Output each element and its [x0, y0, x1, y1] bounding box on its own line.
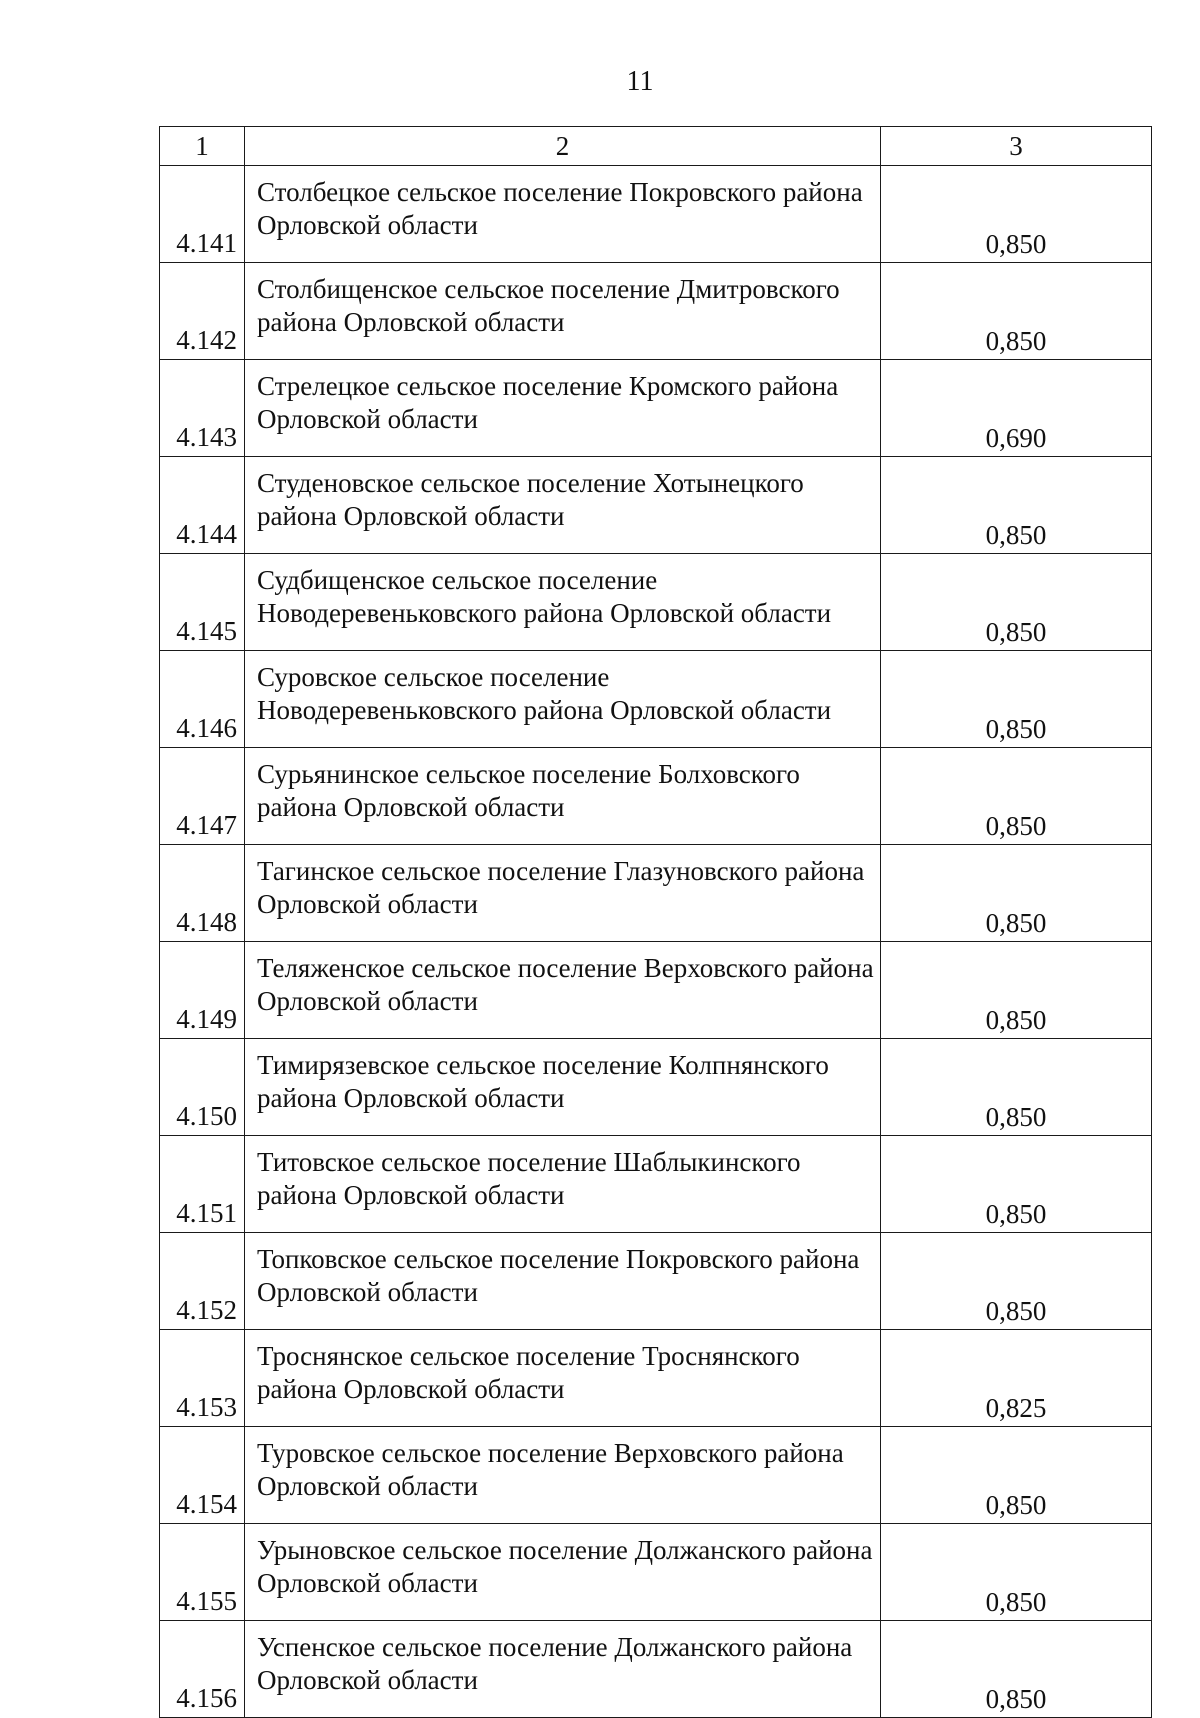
- table-row: [160, 1427, 1152, 1524]
- settlement-name-cell: Сурьянинское сельское поселение Болховского района Орловской области: [245, 748, 881, 845]
- table-row: [160, 166, 1152, 263]
- coefficient-cell: 0,825: [881, 1330, 1152, 1427]
- row-number-cell: 4.149: [160, 942, 245, 1039]
- column-header-1: 1: [160, 127, 245, 166]
- table-row: [160, 942, 1152, 1039]
- settlement-name-cell: Тимирязевское сельское поселение Колпнянского района Орловской области: [245, 1039, 881, 1136]
- settlement-name-cell: Тагинское сельское поселение Глазуновского района Орловской области: [245, 845, 881, 942]
- table-row: [160, 845, 1152, 942]
- coefficient-cell: 0,850: [881, 263, 1152, 360]
- table-row: [160, 360, 1152, 457]
- coefficient-cell: 0,850: [881, 166, 1152, 263]
- settlement-name-cell: Урыновское сельское поселение Должанского района Орловской области: [245, 1524, 881, 1621]
- table-row: [160, 263, 1152, 360]
- settlement-name-cell: Столбецкое сельское поселение Покровского района Орловской области: [245, 166, 881, 263]
- coefficient-cell: 0,850: [881, 1039, 1152, 1136]
- coefficient-cell: 0,850: [881, 1621, 1152, 1718]
- table-row: [160, 1330, 1152, 1427]
- row-number-cell: 4.147: [160, 748, 245, 845]
- settlement-name-cell: Теляженское сельское поселение Верховского района Орловской области: [245, 942, 881, 1039]
- settlement-name-cell: Успенское сельское поселение Должанского района Орловской области: [245, 1621, 881, 1718]
- row-number-cell: 4.145: [160, 554, 245, 651]
- page-number: 11: [626, 66, 654, 97]
- settlement-name-cell: Столбищенское сельское поселение Дмитровского района Орловской области: [245, 263, 881, 360]
- coefficient-cell: 0,850: [881, 1524, 1152, 1621]
- column-header-2: 2: [245, 127, 881, 166]
- row-number-cell: 4.142: [160, 263, 245, 360]
- settlement-name-cell: Стрелецкое сельское поселение Кромского района Орловской области: [245, 360, 881, 457]
- table-row: [160, 1136, 1152, 1233]
- row-number-cell: 4.153: [160, 1330, 245, 1427]
- settlement-name-cell: Суровское сельское поселение Новодеревеньковского района Орловской области: [245, 651, 881, 748]
- row-number-cell: 4.151: [160, 1136, 245, 1233]
- settlement-name-cell: Студеновское сельское поселение Хотынецкого района Орловской области: [245, 457, 881, 554]
- coefficient-cell: 0,850: [881, 1427, 1152, 1524]
- row-number-cell: 4.156: [160, 1621, 245, 1718]
- settlement-name-cell: Троснянское сельское поселение Троснянского района Орловской области: [245, 1330, 881, 1427]
- column-header-3: 3: [881, 127, 1152, 166]
- row-number-cell: 4.143: [160, 360, 245, 457]
- coefficient-cell: 0,850: [881, 845, 1152, 942]
- coefficient-cell: 0,850: [881, 942, 1152, 1039]
- settlements-table: [159, 126, 1152, 1718]
- settlement-name-cell: Титовское сельское поселение Шаблыкинского района Орловской области: [245, 1136, 881, 1233]
- coefficient-cell: 0,850: [881, 554, 1152, 651]
- row-number-cell: 4.150: [160, 1039, 245, 1136]
- table-row: [160, 1524, 1152, 1621]
- row-number-cell: 4.141: [160, 166, 245, 263]
- row-number-cell: 4.154: [160, 1427, 245, 1524]
- coefficient-cell: 0,850: [881, 1233, 1152, 1330]
- table-header-row: [160, 127, 1152, 166]
- table-row: [160, 748, 1152, 845]
- coefficient-cell: 0,850: [881, 748, 1152, 845]
- row-number-cell: 4.148: [160, 845, 245, 942]
- row-number-cell: 4.144: [160, 457, 245, 554]
- table-row: [160, 457, 1152, 554]
- row-number-cell: 4.146: [160, 651, 245, 748]
- settlement-name-cell: Судбищенское сельское поселение Новодеревеньковского района Орловской области: [245, 554, 881, 651]
- table-row: [160, 1621, 1152, 1718]
- row-number-cell: 4.155: [160, 1524, 245, 1621]
- table-row: [160, 1233, 1152, 1330]
- coefficient-cell: 0,850: [881, 457, 1152, 554]
- settlement-name-cell: Туровское сельское поселение Верховского района Орловской области: [245, 1427, 881, 1524]
- table-row: [160, 1039, 1152, 1136]
- table-row: [160, 554, 1152, 651]
- coefficient-cell: 0,850: [881, 651, 1152, 748]
- coefficient-cell: 0,690: [881, 360, 1152, 457]
- row-number-cell: 4.152: [160, 1233, 245, 1330]
- coefficient-cell: 0,850: [881, 1136, 1152, 1233]
- table-row: [160, 651, 1152, 748]
- settlement-name-cell: Топковское сельское поселение Покровского района Орловской области: [245, 1233, 881, 1330]
